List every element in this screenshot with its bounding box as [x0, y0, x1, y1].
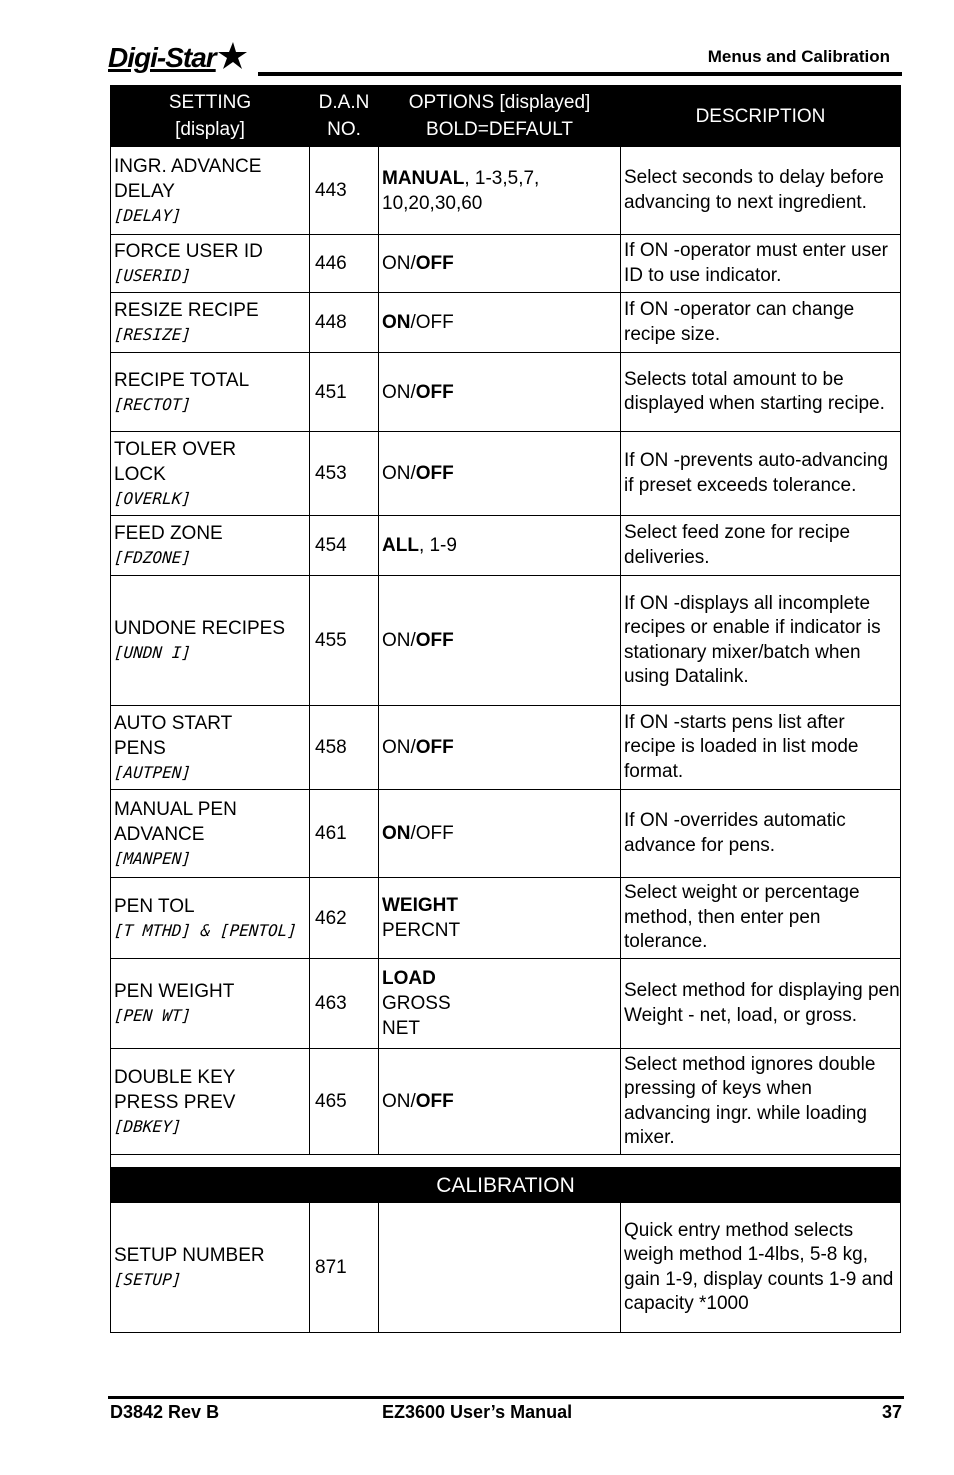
option-value: /OFF	[410, 823, 454, 844]
spacer-row	[111, 1155, 901, 1168]
option-default: ON	[382, 823, 411, 844]
options-cell	[379, 353, 621, 432]
setting-display-code: [OVERLK]	[113, 488, 192, 508]
doc-code: D3842 Rev B	[110, 1402, 220, 1422]
setting-name: DOUBLE KEY PRESS PREV	[114, 1066, 236, 1113]
description-cell: Select feed zone for recipe deliveries.	[621, 516, 901, 576]
setting-cell	[111, 432, 310, 516]
option-default: OFF	[415, 253, 454, 274]
section-title: Menus and Calibration	[707, 47, 890, 66]
page-number: 37	[881, 1402, 902, 1422]
description-cell: If ON -prevents auto-advancing if preset exceeds tolerance.	[621, 432, 901, 516]
setting-name: FEED ZONE	[114, 523, 223, 544]
setting-display-code: [RECTOT]	[113, 394, 192, 414]
dan-number: 448	[310, 293, 379, 353]
table-row	[111, 147, 901, 235]
description-cell: If ON -displays all incomplete recipes or enable if indicator is stationary mixer/batch when using Datalink.	[621, 576, 901, 706]
digi-star-logo	[108, 40, 248, 76]
table-row	[111, 706, 901, 790]
table-row	[111, 1203, 901, 1333]
option-value: ON/	[382, 463, 416, 484]
option-line	[382, 310, 617, 335]
setting-cell	[111, 878, 310, 959]
option-default: OFF	[415, 630, 454, 651]
description-cell: Quick entry method selects weigh method 1-4lbs, 5-8 kg, gain 1-9, display counts 1-9 and capacity *1000	[621, 1203, 901, 1333]
description-cell: If ON -operator can change recipe size.	[621, 293, 901, 353]
table-row	[111, 235, 901, 293]
setting-display-code: [PEN WT]	[113, 1006, 192, 1025]
options-cell	[379, 147, 621, 235]
option-value: ON/	[382, 381, 416, 403]
setting-cell	[111, 790, 310, 878]
options-cell	[379, 878, 621, 959]
dan-number: 461	[310, 790, 379, 878]
option-line	[382, 821, 617, 846]
footer-rule	[108, 1396, 904, 1399]
option-line	[382, 380, 617, 405]
setting-name: MANUAL PEN ADVANCE	[114, 798, 237, 845]
calibration-body	[111, 1155, 901, 1333]
setting-name: RESIZE RECIPE	[114, 300, 259, 321]
table-row	[111, 293, 901, 353]
option-line	[382, 918, 617, 943]
dan-number: 453	[310, 432, 379, 516]
description-cell: If ON -overrides automatic advance for pens.	[621, 790, 901, 878]
option-default: MANUAL	[382, 167, 465, 189]
description-cell: Select method ignores double pressing of keys when advancing ingr. while loading mixer.	[621, 1049, 901, 1155]
setting-display-code: [AUTPEN]	[113, 762, 192, 782]
dan-number: 458	[310, 706, 379, 790]
setting-cell	[111, 516, 310, 576]
setting-cell	[111, 353, 310, 432]
option-default: OFF	[415, 737, 454, 758]
dan-number: 462	[310, 878, 379, 959]
table-row	[111, 353, 901, 432]
dan-number: 871	[310, 1203, 379, 1333]
options-cell	[379, 1049, 621, 1155]
option-default: OFF	[415, 463, 454, 484]
option-value: GROSS	[382, 993, 451, 1014]
option-line	[382, 628, 617, 653]
setting-display-code: [UNDN I]	[113, 643, 192, 662]
option-value: ON/	[382, 630, 416, 651]
manual-title: EZ3600 User’s Manual	[382, 1402, 573, 1422]
dan-number: 443	[310, 147, 379, 235]
option-line	[382, 251, 617, 276]
option-line	[382, 461, 617, 486]
description-cell: Select seconds to delay before advancing to next ingredient.	[621, 147, 901, 235]
setting-name: SETUP NUMBER	[114, 1245, 265, 1266]
setting-display-code: [DELAY]	[113, 205, 183, 225]
table-row	[111, 959, 901, 1049]
description-cell: If ON -starts pens list after recipe is loaded in list mode format.	[621, 706, 901, 790]
option-value: PERCNT	[382, 920, 461, 941]
setting-display-code: [USERID]	[113, 266, 192, 285]
calibration-header-row	[111, 1168, 901, 1203]
table-row	[111, 878, 901, 959]
table-row	[111, 1049, 901, 1155]
setting-display-code: [FDZONE]	[113, 548, 192, 567]
option-default: OFF	[415, 381, 454, 403]
column-header-options: OPTIONS [displayed] BOLD=DEFAULT	[379, 86, 621, 147]
setting-display-code: [RESIZE]	[113, 325, 192, 344]
option-value: ON/	[382, 253, 416, 274]
option-value: /OFF	[410, 312, 454, 333]
setting-cell	[111, 1049, 310, 1155]
star-icon	[214, 41, 248, 71]
setting-cell	[111, 1203, 310, 1333]
option-value: ON/	[382, 1091, 416, 1112]
option-value: NET	[382, 1018, 420, 1039]
table-row	[111, 790, 901, 878]
description-cell: Select method for displaying pen Weight - net, load, or gross.	[621, 959, 901, 1049]
option-line	[382, 166, 617, 216]
setting-cell	[111, 576, 310, 706]
option-default: LOAD	[382, 968, 436, 989]
dan-number: 446	[310, 235, 379, 293]
options-cell	[379, 516, 621, 576]
options-cell	[379, 432, 621, 516]
option-line	[382, 735, 617, 760]
setting-cell	[111, 959, 310, 1049]
options-cell	[379, 706, 621, 790]
option-default: WEIGHT	[382, 895, 458, 916]
setting-cell	[111, 293, 310, 353]
options-cell	[379, 959, 621, 1049]
column-header-setting: SETTING [display]	[111, 86, 310, 147]
setting-cell	[111, 147, 310, 235]
settings-body	[111, 147, 901, 1155]
dan-number: 454	[310, 516, 379, 576]
description-cell: Selects total amount to be displayed when starting recipe.	[621, 353, 901, 432]
setting-name: PEN WEIGHT	[114, 981, 235, 1002]
setting-name: UNDONE RECIPES	[114, 618, 286, 639]
option-default: ON	[382, 312, 411, 333]
options-cell	[379, 293, 621, 353]
dan-number: 465	[310, 1049, 379, 1155]
table-row	[111, 576, 901, 706]
option-line	[382, 893, 617, 918]
option-line	[382, 1016, 617, 1041]
setting-cell	[111, 235, 310, 293]
setting-display-code: [DBKEY]	[113, 1116, 183, 1136]
table-header-row	[111, 86, 901, 147]
setting-cell	[111, 706, 310, 790]
dan-number: 451	[310, 353, 379, 432]
setting-name: RECIPE TOTAL	[114, 369, 250, 391]
column-header-description: DESCRIPTION	[621, 86, 901, 147]
option-line	[382, 966, 617, 991]
table-row	[111, 516, 901, 576]
setting-name: TOLER OVER LOCK	[114, 438, 237, 485]
option-line	[382, 991, 617, 1016]
setting-display-code: [T MTHD] & [PENTOL]	[113, 920, 298, 940]
setting-name: FORCE USER ID	[114, 241, 263, 262]
description-cell: Select weight or percentage method, then enter pen tolerance.	[621, 878, 901, 959]
options-cell	[379, 1203, 621, 1333]
dan-number: 463	[310, 959, 379, 1049]
options-cell	[379, 576, 621, 706]
option-default: ALL	[382, 535, 419, 556]
logo-text: Digi-Star	[108, 42, 216, 73]
setting-display-code: [MANPEN]	[113, 848, 192, 868]
calibration-title: CALIBRATION	[111, 1168, 901, 1203]
setting-name: PEN TOL	[114, 895, 195, 917]
setting-name: INGR. ADVANCE DELAY	[114, 155, 262, 202]
options-cell	[379, 235, 621, 293]
header-rule	[258, 72, 902, 76]
description-cell: If ON -operator must enter user ID to use indicator.	[621, 235, 901, 293]
settings-table	[110, 85, 901, 1333]
dan-number: 455	[310, 576, 379, 706]
option-value: , 1-9	[418, 535, 457, 556]
option-default: OFF	[415, 1091, 454, 1112]
option-value: ON/	[382, 737, 416, 758]
option-value: , 1-3,5,7, 10,20,30,60	[382, 167, 540, 214]
options-cell	[379, 790, 621, 878]
option-line	[382, 1089, 617, 1114]
column-header-dan: D.A.N NO.	[310, 86, 379, 147]
table-row	[111, 432, 901, 516]
option-line	[382, 533, 617, 558]
setting-display-code: [SETUP]	[113, 1270, 183, 1289]
setting-name: AUTO START PENS	[114, 712, 233, 759]
